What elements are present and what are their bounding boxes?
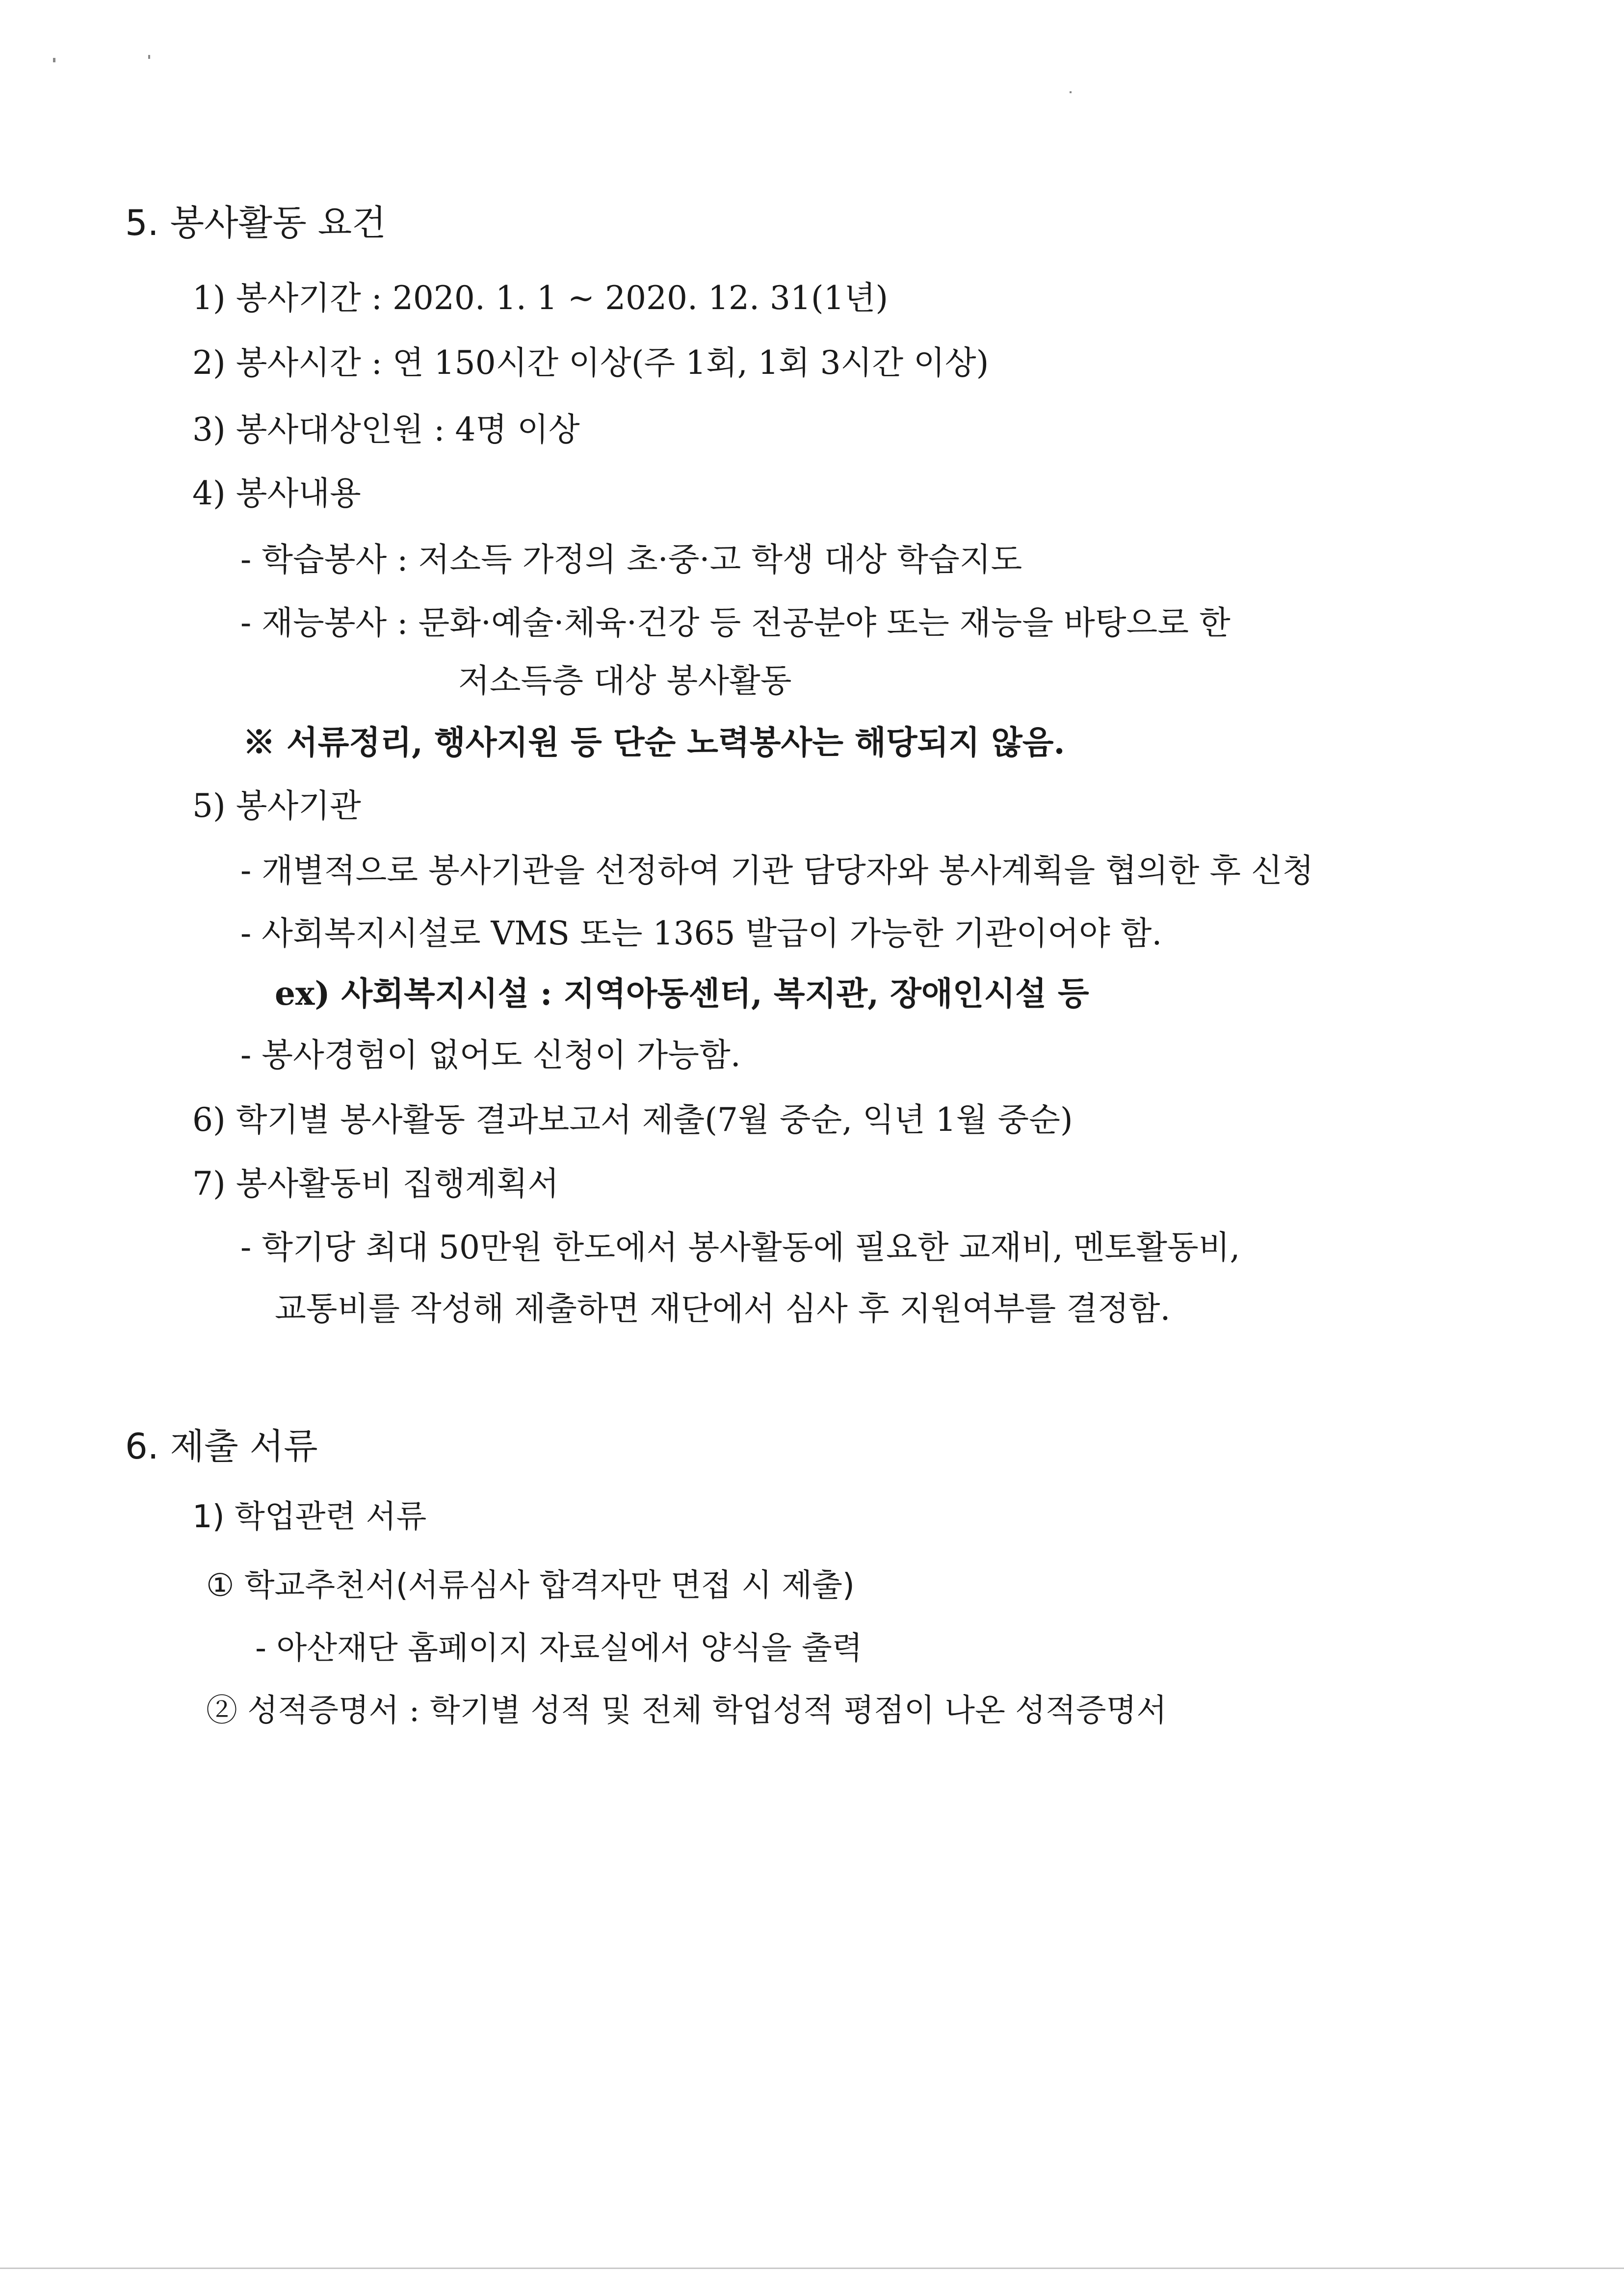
- scan-speck: [148, 55, 150, 59]
- institution-selection-item: - 개별적으로 봉사기관을 선정하여 기관 담당자와 봉사계획을 협의한 후 신청: [240, 852, 1314, 889]
- expense-limit-continuation: 교통비를 작성해 제출하면 재단에서 심사 후 지원여부를 결정함.: [275, 1290, 1171, 1328]
- expense-plan-item: 7) 봉사활동비 집행계획서: [192, 1165, 559, 1202]
- page-bottom-rule: [0, 2268, 1624, 2269]
- note-exclusion: ※ 서류정리, 행사지원 등 단순 노력봉사는 해당되지 않음.: [243, 723, 1065, 761]
- report-item: 6) 학기별 봉사활동 결과보고서 제출(7월 중순, 익년 1월 중순): [192, 1101, 1073, 1139]
- learning-volunteer-item: - 학습봉사 : 저소득 가정의 초·중·고 학생 대상 학습지도: [240, 541, 1022, 578]
- institution-requirement-item: - 사회복지시설로 VMS 또는 1365 발급이 가능한 기관이어야 함.: [240, 914, 1162, 952]
- expense-limit-item: - 학기당 최대 50만원 한도에서 봉사활동에 필요한 교재비, 멘토활동비,: [240, 1228, 1240, 1266]
- recommendation-letter-item: ① 학교추천서(서류심사 합격자만 면접 시 제출): [206, 1567, 855, 1604]
- academic-docs-item: 1) 학업관련 서류: [192, 1499, 427, 1535]
- talent-volunteer-continuation: 저소득층 대상 봉사활동: [458, 662, 792, 700]
- content-item: 4) 봉사내용: [192, 474, 361, 512]
- scan-speck: [1070, 91, 1072, 93]
- period-item: 1) 봉사기간 : 2020. 1. 1 ~ 2020. 12. 31(1년): [192, 279, 889, 317]
- transcript-item: ② 성적증명서 : 학기별 성적 및 전체 학업성적 평점이 나온 성적증명서: [206, 1693, 1167, 1729]
- no-experience-item: - 봉사경험이 없어도 신청이 가능함.: [240, 1036, 741, 1074]
- hours-item: 2) 봉사시간 : 연 150시간 이상(주 1회, 1회 3시간 이상): [192, 344, 989, 382]
- institution-example: ex) 사회복지시설 : 지역아동센터, 복지관, 장애인시설 등: [275, 974, 1089, 1013]
- recommendation-form-note: - 아산재단 홈페이지 자료실에서 양식을 출력: [255, 1630, 863, 1667]
- talent-volunteer-item: - 재능봉사 : 문화·예술·체육·건강 등 전공분야 또는 재능을 바탕으로 한: [240, 604, 1231, 642]
- section-5-heading: 5. 봉사활동 요건: [125, 202, 386, 243]
- section-6-heading: 6. 제출 서류: [125, 1426, 318, 1467]
- institution-item: 5) 봉사기관: [192, 787, 361, 825]
- headcount-item: 3) 봉사대상인원 : 4명 이상: [192, 411, 580, 448]
- scan-speck: [53, 58, 55, 62]
